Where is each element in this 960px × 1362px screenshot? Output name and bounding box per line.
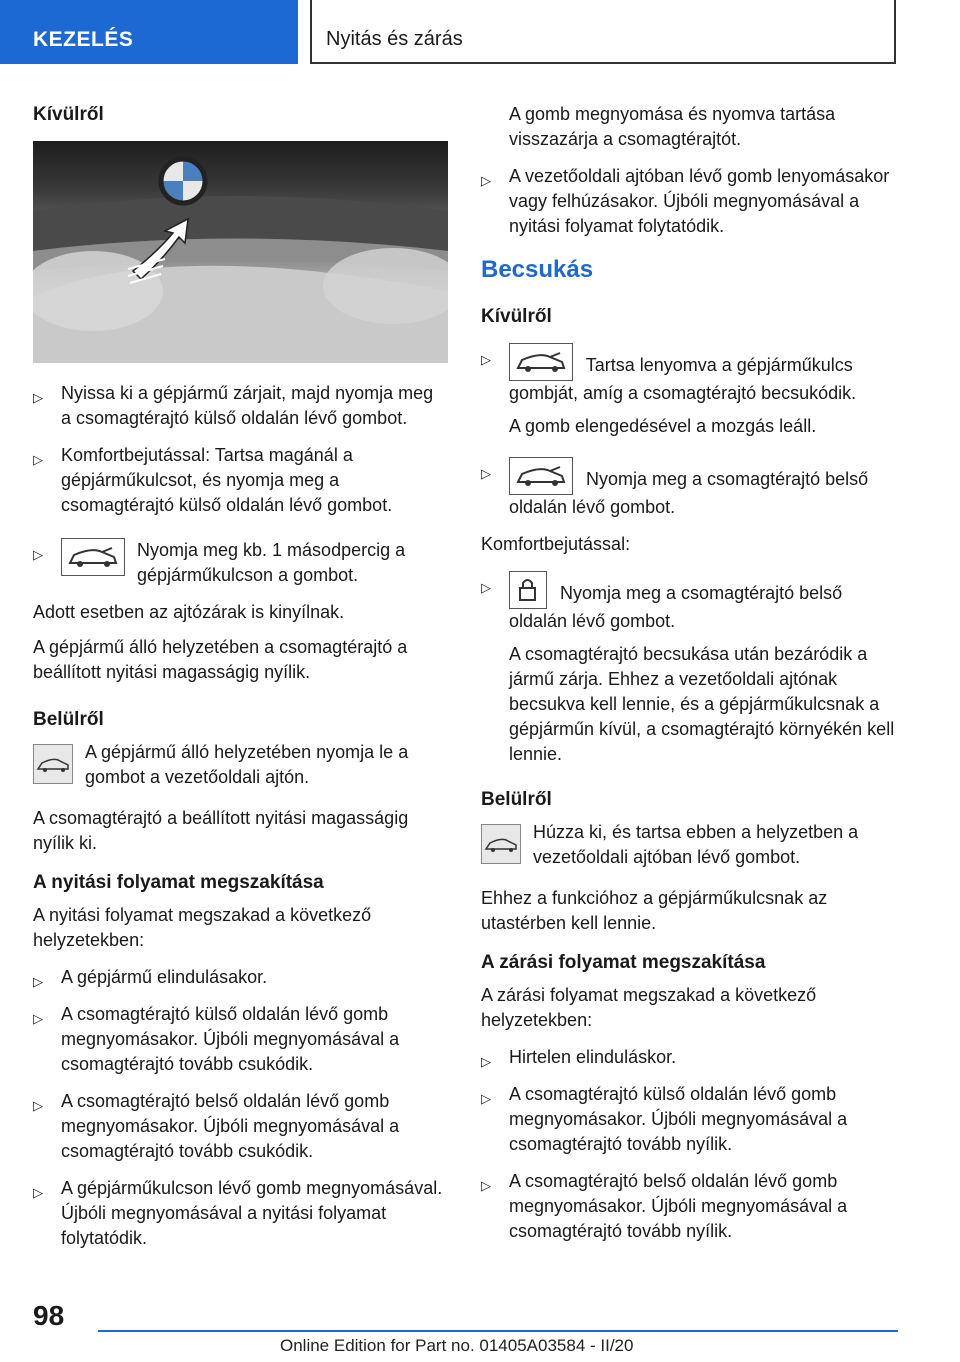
triangle-bullet-icon: ▷ (33, 547, 43, 562)
page-number: 98 (33, 1300, 65, 1331)
list-item: ▷ A csomagtérajtó külső oldalán lévő gomb megnyomásakor. Újbóli megnyomásával a csomagtérajtó tovább nyílik. (481, 1084, 848, 1154)
page-title: Nyitás és zárás (310, 0, 896, 64)
paragraph: A gépjármű álló helyzetében a csomagtérajtó a beállított nyitási magasságig nyílik. (33, 637, 408, 682)
list-item: ▷ A csomagtérajtó belső oldalán lévő gomb megnyomásakor. Újbóli megnyomásával a csomagtérajtó tovább csukódik. (33, 1091, 400, 1161)
list-item: ▷ Hirtelen elinduláskor. (481, 1045, 896, 1070)
heading-close-interrupt: A zárási folyamat megszakítása (481, 952, 766, 973)
tailgate-illustration (33, 141, 448, 363)
heading-outside-close: Kívülről (481, 306, 552, 327)
heading-open-interrupt: A nyitási folyamat megszakítása (33, 872, 324, 893)
triangle-bullet-icon: ▷ (33, 1011, 43, 1026)
list-item: ▷ Komfortbejutással: Tartsa magánál a gépjárműkulcsot, és nyomja meg a csomagtérajtó külső oldalán lévő gombot. (33, 445, 393, 515)
door-button-icon (481, 824, 521, 864)
paragraph: A nyitási folyamat megszakad a következő helyzetekben: (33, 905, 372, 950)
tailgate-button-photo (33, 141, 448, 363)
door-button-icon (33, 744, 73, 784)
paragraph: A gomb megnyomása és nyomva tartása visszazárja a csomagtérajtót. (509, 104, 836, 149)
heading-outside-open: Kívülről (33, 104, 104, 125)
car-key-tailgate-icon (61, 538, 125, 576)
right-column (481, 102, 896, 1256)
triangle-bullet-icon: ▷ (481, 580, 491, 595)
triangle-bullet-icon: ▷ (481, 466, 491, 481)
triangle-bullet-icon: ▷ (481, 173, 491, 188)
list-item: ▷ A gépjárműkulcson lévő gomb megnyomásával. Újbóli megnyomásával a nyitási folyamat folytatódik. (33, 1178, 443, 1248)
paragraph: Komfortbejutással: (481, 534, 631, 554)
lock-icon (509, 571, 547, 609)
list-item: ▷ Nyomja meg kb. 1 másodpercig a gépjárműkulcson a gombot. (33, 540, 406, 585)
list-item: ▷ Nyomja meg a csomagtérajtó belső oldalán lévő gombot. (481, 457, 896, 520)
heading-close: Becsukás (481, 256, 594, 283)
triangle-bullet-icon: ▷ (33, 1185, 43, 1200)
paragraph: Ehhez a funkcióhoz a gépjárműkulcsnak az utastérben kell lennie. (481, 888, 828, 933)
list-item: ▷ A vezetőoldali ajtóban lévő gomb lenyomásakor vagy felhúzásakor. Újbóli megnyomásával a nyitási folyamat folytatódik. (481, 166, 890, 236)
car-key-tailgate-icon (509, 343, 573, 381)
triangle-bullet-icon: ▷ (33, 1098, 43, 1113)
car-key-tailgate-icon (509, 457, 573, 495)
triangle-bullet-icon: ▷ (481, 352, 491, 367)
list-item: ▷ A gépjármű elindulásakor. (33, 965, 448, 990)
inside-close-block: Húzza ki, és tartsa ebben a helyzetben a vezetőoldali ajtóban lévő gombot. (481, 820, 896, 870)
triangle-bullet-icon: ▷ (33, 390, 43, 405)
inside-open-block: A gépjármű álló helyzetében nyomja le a gombot a vezetőoldali ajtón. (33, 740, 448, 790)
section-tab: KEZELÉS (0, 0, 298, 64)
paragraph: A zárási folyamat megszakad a következő helyzetekben: (481, 985, 817, 1030)
list-item: ▷ Nyissa ki a gépjármű zárjait, majd nyomja meg a csomagtérajtó külső oldalán lévő gombot. (33, 383, 434, 428)
list-item: ▷ A csomagtérajtó külső oldalán lévő gomb megnyomásakor. Újbóli megnyomásával a csomagtérajtó tovább csukódik. (33, 1004, 400, 1074)
heading-inside-open: Belülről (33, 709, 104, 730)
footer-edition: Online Edition for Part no. 01405A03584 - II/20 (280, 1336, 634, 1355)
triangle-bullet-icon: ▷ (481, 1054, 491, 1069)
paragraph: Adott esetben az ajtózárak is kinyílnak. (33, 602, 345, 622)
triangle-bullet-icon: ▷ (33, 452, 43, 467)
list-item: ▷ A csomagtérajtó belső oldalán lévő gomb megnyomásakor. Újbóli megnyomásával a csomagtérajtó tovább nyílik. (481, 1171, 848, 1241)
left-column (33, 102, 448, 1263)
footer-divider (98, 1330, 898, 1332)
heading-inside-close: Belülről (481, 789, 552, 810)
triangle-bullet-icon: ▷ (481, 1091, 491, 1106)
list-item: ▷ Tartsa lenyomva a gépjárműkulcs gombját, amíg a csomagtérajtó becsukódik. A gomb elengedésével a mozgás leáll. (481, 343, 896, 439)
paragraph: A csomagtérajtó a beállított nyitási magasságig nyílik ki. (33, 808, 409, 853)
triangle-bullet-icon: ▷ (33, 974, 43, 989)
triangle-bullet-icon: ▷ (481, 1178, 491, 1193)
list-item: ▷ Nyomja meg a csomagtérajtó belső oldalán lévő gombot. A csomagtérajtó becsukása után bezáródik a jármű zárja. Ehhez a vezetőoldali ajtónak becsukva kell lennie, és a gépjárműkulcsnak a gépjárműn kívül, a csomagtérajtó környékén kell lennie. (481, 571, 896, 767)
